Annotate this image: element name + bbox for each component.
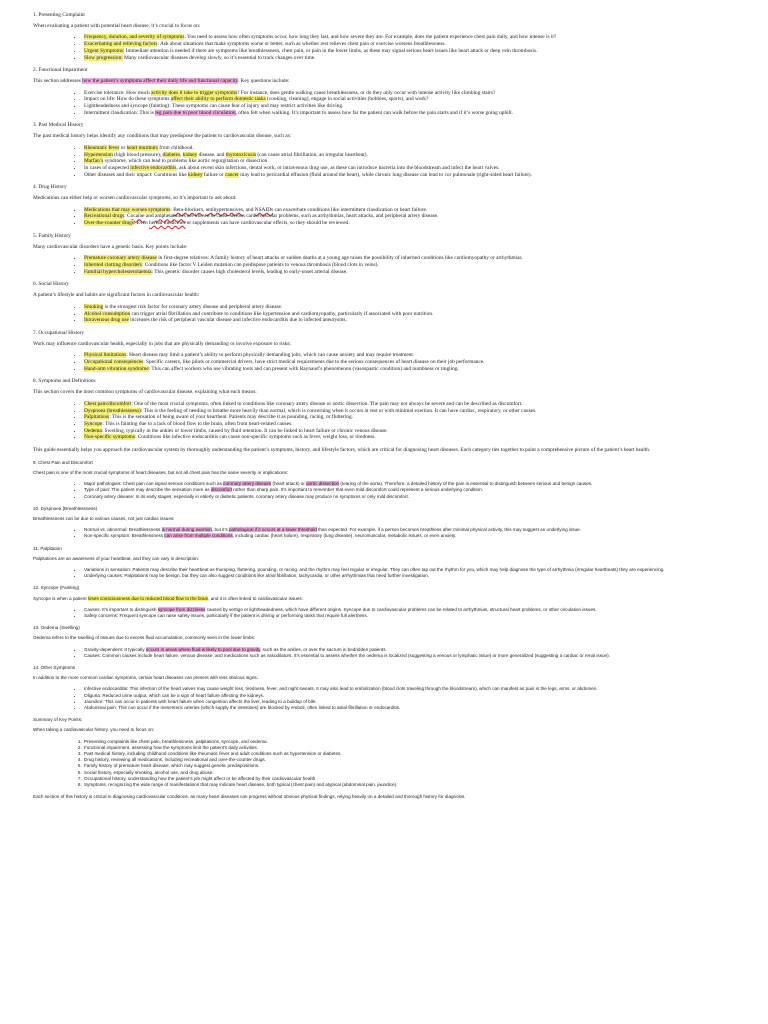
text-run: Many cardiovascular disorders have a genetic basis. Key points include: <box>33 243 188 250</box>
text-run: disease, and <box>197 151 226 158</box>
highlighted-text-yellow: Oedema <box>84 427 102 434</box>
text-run: Palpitations are an awareness of your heartbeat, and they can vary in description: <box>33 555 199 561</box>
list-item <box>83 573 728 579</box>
section-intro <box>33 675 728 681</box>
summary-intro: When taking a cardiovascular history, you need to focus on: <box>33 727 155 733</box>
text-run: (cooking, cleaning), engage in social activities (hobbies, sports), and work? <box>265 96 429 103</box>
text-run: : Ask about situations that make symptoms worse or better, such as whether rest relieves chest pain or exercise worsens breathlessness. <box>157 41 446 48</box>
list-item <box>83 158 728 165</box>
text-run: Major pathologies: Chest pain can signal serious conditions such as <box>84 481 224 487</box>
highlighted-text-yellow: Slow progression: <box>84 54 123 61</box>
summary-item: 4. Drug history, reviewing all medications, including recreational and over-the-counter drugs. <box>83 757 728 763</box>
section-heading: 2. Functional Impairment <box>33 67 88 74</box>
text-run: , and it is often linked to cardiovascular issues: <box>208 595 303 601</box>
text-run: may lead to pericardial effusion (fluid around the heart), while chronic lung disease can lead to cor pulmonale (right-sided heart failure). <box>238 171 532 178</box>
list-item <box>83 304 728 311</box>
highlighted-text-yellow: heart murmurs <box>126 144 158 151</box>
text-run: Chest pain is one of the most crucial symptoms of heart diseases, but not all chest pain has the same severity or implications: <box>33 469 289 475</box>
list-item <box>83 401 728 408</box>
bullet-list <box>33 481 728 500</box>
bullet-list <box>33 34 728 61</box>
text-run: can trigger atrial fibrillation and contribute to conditions like hypertension and cardiomyopathy, particularly if associated with poor nutrition. <box>130 310 434 317</box>
highlighted-text-pink: leg pain due to poor blood circulation <box>155 109 236 116</box>
highlighted-text-pink: can arise from multiple conditions <box>164 533 233 539</box>
underlined-text: amphetamines <box>154 213 186 220</box>
bullet-list <box>33 207 728 227</box>
highlighted-text-yellow: diabetes <box>162 151 181 158</box>
summary-item: 2. Functional impairment, assessing how the symptoms limit the patient’s daily activities. <box>83 745 728 751</box>
text-run: Infective endocarditis: This infection of the heart valves may cause weight loss, tiredness, fever, and night sweats. It may also lead to embolization (blood clots traveling through the bloodstream), which can manifest as pain in the legs, arms, or abdomen. <box>84 686 598 692</box>
list-item <box>83 317 728 324</box>
list-item <box>83 421 728 428</box>
list-item <box>83 145 728 152</box>
text-run: Safety concerns: Frequent syncope can raise safety issues, particularly if the patient is driving or performing tasks that require full alertness. <box>84 613 368 618</box>
highlighted-text-yellow: Premature coronary artery disease <box>84 255 157 262</box>
section-heading: 6. Social History <box>33 281 70 288</box>
text-run: , <box>180 151 183 158</box>
highlighted-text-yellow: Chest pain/discomfort <box>84 400 132 407</box>
text-run: Work may influence cardiovascular health, especially in jobs that are physically demanding or involve exposure to risks: <box>33 340 291 347</box>
section-intro <box>33 292 728 299</box>
highlighted-text-yellow: Urgent Symptoms: <box>84 47 125 54</box>
text-run: : This is the feeling of needing to breathe more heavily than normal, which is concerning when it occurs at rest or with minimal exertion. It can have cardiac, respiratory, or other causes. <box>140 407 537 414</box>
section-intro <box>33 516 728 522</box>
text-run: (heart attack) or <box>271 481 307 487</box>
bullet-list <box>33 401 728 441</box>
highlighted-text-yellow: Hypertension <box>84 151 113 158</box>
text-run: increases the risk of peripheral vascular disease and infective endocarditis due to infected aneurysms. <box>128 317 347 324</box>
list-item <box>83 269 728 276</box>
highlighted-text-pink: occurs in areas where fluid is likely to pool due to gravity <box>145 646 261 652</box>
text-run: , often felt when walking. It’s important to assess how far the patient can walk before the pain starts and if it’s worse going uphill. <box>235 109 513 116</box>
text-run: Causes: Common causes include heart failure, venous disease, and medications such as vasodilators. It’s essential to assess whether the oedema is localized (suggesting a venous or lymphatic issue) or more generalized (suggesting a cardiac or renal issue). <box>84 652 610 658</box>
text-run: A patient’s lifestyle and habits are significant factors in cardiovascular health: <box>33 292 200 299</box>
highlighted-text-yellow: Palpitations <box>84 414 110 421</box>
text-run: , but it’s <box>211 527 229 533</box>
text-run: : This can affect workers who use vibrating tools and can present with Raynaud’s phenomenon (vasospastic condition) and numbness or tingling. <box>148 365 459 372</box>
section-intro <box>33 244 728 251</box>
text-run: (high blood pressure), <box>112 151 163 158</box>
text-run: Abdominal pain: This can occur if the mesenteric arteries (which supply the intestines) are blocked by emboli, often linked to atrial fibrillation or endocarditis. <box>84 705 401 711</box>
highlighted-text-pink: pathological if it occurs at a lower threshold <box>228 527 317 533</box>
bullet-list <box>33 352 728 372</box>
text-run: . Key questions include: <box>237 77 290 84</box>
highlighted-text-yellow: Hand-arm vibration syndrome <box>84 365 149 372</box>
text-run: , <box>202 206 206 213</box>
text-run: Jaundice: This can occur in patients with heart failure when congestion affects the liver, leading to a buildup of bile. <box>84 698 317 704</box>
notes-part-one <box>33 12 728 454</box>
highlighted-text-yellow: Recreational drugs <box>84 213 125 220</box>
section-heading: 8. Symptoms and Definitions <box>33 378 96 385</box>
list-item <box>83 613 728 619</box>
list-item <box>83 653 728 659</box>
list-item <box>83 207 728 214</box>
bullet-list <box>33 527 728 539</box>
underlined-text: herbal medicines <box>149 220 186 227</box>
highlighted-text-yellow: Occupational consequences <box>84 359 144 366</box>
text-run: Type of pain: The patient may describe the sensation more as <box>84 487 211 493</box>
underlined-text: Cocaine <box>127 213 145 220</box>
text-run: , including cardiac (heart failure), respiratory (lung disease), neuromuscular, metabolic issues, or even anxiety. <box>232 533 457 539</box>
list-item <box>83 352 728 359</box>
section-intro <box>33 195 728 202</box>
highlighted-text-yellow: Smoking <box>84 303 104 310</box>
section-intro <box>33 23 728 30</box>
highlighted-text-pink: coronary artery disease <box>223 481 272 487</box>
highlighted-text-pink: aortic dissection <box>306 481 340 487</box>
highlighted-text-yellow: kidney <box>188 171 203 178</box>
text-run: In cases of suspected <box>84 164 131 171</box>
list-item <box>83 55 728 62</box>
text-run: : This genetic disorder causes high cholesterol levels, leading to early-onset arterial disease. <box>151 268 348 275</box>
list-item <box>83 434 728 441</box>
section-intro <box>33 78 728 85</box>
list-item <box>83 255 728 262</box>
text-run: , and <box>242 206 255 213</box>
text-run: Syncope is when a patient <box>33 595 88 601</box>
summary-item: 7. Occupational history, understanding how the patient’s job might affect or be affected by their cardiovascular health. <box>83 776 728 782</box>
text-run: : <box>170 206 174 213</box>
text-run: can exacerbate conditions like intermittent claudication or heart failure. <box>273 206 428 213</box>
text-run: This section addresses <box>33 77 83 84</box>
highlighted-text-yellow: Inherited clotting disorders <box>84 261 142 268</box>
text-run: The past medical history helps identify any conditions that may predispose the patient to cardiovascular disease, such as: <box>33 133 292 140</box>
text-run: Variations in sensation: Patients may describe their heartbeat as thumping, fluttering, pounding, or racing, and the rhythm may feel regular or irregular. They can often tap out the rhythm for you, which may help diagnose the type of arrhythmia (irregular heartbeats) they are experiencing. <box>84 566 665 572</box>
highlighted-text-yellow: Physical limitations <box>84 352 127 359</box>
highlighted-text-yellow: Dyspnoea (breathlessness) <box>84 407 141 414</box>
text-run: Non-specific symptom: Breathlessness <box>84 533 165 539</box>
list-item <box>83 494 728 500</box>
highlighted-text-pink: is normal during exertion <box>161 527 212 533</box>
text-run: Coronary artery disease: In its early stages, especially in elderly or diabetic patients, coronary artery disease may produce no symptoms or only mild discomfort. <box>84 493 410 499</box>
highlighted-text-yellow: Medications that may worsen symptoms <box>84 206 171 213</box>
highlighted-text-yellow: cancer <box>225 171 239 178</box>
text-run: Oedema refers to the swelling of tissues due to excess fluid accumulation, commonly seen in the lower limbs: <box>33 635 256 641</box>
text-run: Underlying causes: Palpitations may be benign, but they can also suggest conditions like atrial fibrillation, tachycardia, or other arrhythmias that need further investigation. <box>84 573 429 579</box>
text-run: : Heart disease may limit a patient’s ability to perform physically demanding jobs, which can cause anxiety and may require treatment. <box>126 352 415 359</box>
highlighted-text-yellow: activity does it take to trigger symptoms <box>151 89 238 96</box>
text-run: Oliguria: Reduced urine output, which can be a sign of heart failure affecting the kidneys. <box>84 692 265 698</box>
summary-item: 3. Past medical history, including childhood conditions like rheumatic fever and adult conditions such as hypertension or diabetes. <box>83 751 728 757</box>
text-run: syndrome, which can lead to problems like aortic regurgitation or dissection. <box>103 158 269 165</box>
section-heading: 3. Past Medical History <box>33 122 84 129</box>
list-item <box>83 262 728 269</box>
text-run: or supplements can have cardiovascular effects, so they should be reviewed. <box>185 220 350 227</box>
text-run: and <box>144 213 155 220</box>
section-intro <box>33 389 728 396</box>
text-run: than expected. For example, if a person becomes breathless after minimal physical activity, this may suggest an underlying issue. <box>316 527 581 533</box>
section-heading: 5. Family History <box>33 232 71 239</box>
highlighted-text-yellow: Intravenous drug use <box>84 317 129 324</box>
text-run: ? For instance, does gentle walking cause breathlessness, or do they only occur with intense activity like climbing stairs? <box>237 89 496 96</box>
closing-paragraph: This guide essentially helps you approach the cardiovascular system by thoroughly understanding the patient’s symptoms, history, and lifestyle factors, which are critical for diagnosing heart diseases. Each category ties together to paint a comprehensive picture of the patient’s heart health. <box>33 447 651 454</box>
text-run: When evaluating a patient with potential heart disease, it’s crucial to focus on: <box>33 22 201 29</box>
text-run: in first-degree relatives: A family history of heart attacks or sudden deaths at a young age raises the possibility of inherited conditions like cardiomyopathy or arrhythmias. <box>156 255 523 262</box>
section-intro <box>33 133 728 140</box>
text-run: Exercise tolerance: How much <box>84 89 152 96</box>
text-run: Medications can either help or worsen cardiovascular symptoms, so it’s important to ask about: <box>33 195 237 202</box>
summary-list <box>33 739 728 789</box>
text-run: : Conditions like infective endocarditis can cause non-specific symptoms such as fever, weight loss, or tiredness. <box>134 434 376 441</box>
text-run: Breathlessness can be due to various causes, not just cardiac issues: <box>33 515 175 521</box>
highlighted-text-yellow: kidney <box>182 151 198 158</box>
highlighted-text-yellow: Marfan’s <box>84 158 104 165</box>
text-run: : You need to assess how often symptoms occur, how long they last, and how severe they are. For example, does the patient experience chest pain daily, and how intense is it? <box>184 34 557 41</box>
bullet-list <box>33 255 728 275</box>
text-run: Many cardiovascular diseases develop slowly, so it’s essential to track changes over time. <box>122 54 316 61</box>
list-item <box>83 359 728 366</box>
highlighted-text-yellow: Non-specific symptoms <box>84 434 135 441</box>
section-intro <box>33 635 728 641</box>
text-run: Normal vs. abnormal: Breathlessness <box>84 527 162 533</box>
section-heading: 4. Drug History <box>33 184 67 191</box>
text-run: Causes: It’s important to distinguish <box>84 606 158 612</box>
section-intro <box>33 556 728 562</box>
section-heading: 10. Dyspnoea (Breathlessness) <box>33 505 98 511</box>
text-run: : <box>124 213 128 220</box>
text-run: failure or <box>202 171 225 178</box>
list-item <box>83 165 728 172</box>
highlighted-text-pink: how the patient’s symptoms affect their daily life and functional capacity <box>82 77 238 84</box>
text-run: This section covers the most common symptoms of cardiovascular disease, explaining what each means: <box>33 389 257 396</box>
bullet-list <box>33 304 728 324</box>
text-run: are known to cause serious cardiovascular problems, such as arrhythmias, heart attacks, and peripheral artery disease. <box>185 213 439 220</box>
section-intro <box>33 470 728 476</box>
highlighted-text-yellow: Familial hypercholesterolaemia <box>84 268 152 275</box>
list-item <box>83 110 728 117</box>
highlighted-text-pink: discomfort <box>210 487 233 493</box>
text-run: is the strongest risk factor for coronary artery disease and peripheral artery disease. <box>103 303 283 310</box>
highlighted-text-yellow: infective endocarditis <box>130 164 177 171</box>
summary-item: 5. Family history of premature heart disease, which may suggest genetic predispositions. <box>83 763 728 769</box>
list-item <box>83 48 728 55</box>
text-run: Other diseases and their impact: Conditions like <box>84 171 189 178</box>
text-run: rather than sharp pain. It’s important to remember that even mild discomfort could represent a serious underlying condition. <box>232 487 483 493</box>
underlined-text: NSAIDs <box>254 206 274 213</box>
text-run: , such as the ankles, or over the sacrum in bedridden patients. <box>260 646 387 652</box>
list-item <box>83 172 728 179</box>
text-run: Impact on life: How do these symptoms <box>84 96 171 103</box>
text-run: Immediate attention is needed if there are symptoms like breathlessness, chest pain, or pain in the lower limbs, as these may signal serious heart issues like heart attack or deep vein thrombosis. <box>124 47 538 54</box>
text-run: or <box>119 144 127 151</box>
summary-item: 1. Presenting complaints like chest pain, breathlessness, palpitations, syncope, and oedema. <box>83 739 728 745</box>
highlighted-text-yellow: thyrotoxicosis <box>225 151 257 158</box>
bullet-list <box>33 90 728 117</box>
section-heading: 7. Occupational History <box>33 329 85 336</box>
text-run: : Even <box>133 220 150 227</box>
highlighted-text-yellow: Syncope <box>84 420 103 427</box>
bullet-list <box>33 686 728 711</box>
highlighted-text-yellow: affect their ability to perform domestic tasks <box>170 96 266 103</box>
section-heading: 12. Syncope (Fainting) <box>33 585 80 591</box>
text-run: from childhood. <box>157 144 194 151</box>
text-run: : This is fainting due to a lack of blood flow to the brain, often from heart-related causes. <box>102 420 293 427</box>
highlighted-text-pink: syncope from dizziness <box>157 606 206 612</box>
section-intro <box>33 596 728 602</box>
bullet-list <box>33 145 728 179</box>
highlighted-text-yellow: Over-the-counter drugs <box>84 220 134 227</box>
highlighted-text-yellow: Alcohol consumption <box>84 310 131 317</box>
text-run: : Specific careers, like pilots or commercial drivers, have strict medical requirements due to the serious consequences of heart disease on their job performance. <box>143 359 485 366</box>
summary-item: 8. Symptoms, recognizing the wide range of manifestations that may indicate heart disease, both typical (chest pain) and atypical (abdominal pain, jaundice). <box>83 782 728 788</box>
bullet-list <box>33 567 728 579</box>
summary-item: 6. Social history, especially smoking, alcohol use, and drug abuse. <box>83 770 728 776</box>
section-intro <box>33 341 728 348</box>
text-run: (tearing of the aorta). Therefore, a detailed history of the pain is essential to distinguish between serious and benign causes. <box>339 481 593 487</box>
text-run: : Conditions like factor V Leiden mutation can predispose patients to venous thrombosis (blood clots in veins). <box>141 261 379 268</box>
bullet-list <box>33 607 728 619</box>
underlined-text: Beta-blockers <box>173 206 203 213</box>
list-item <box>83 41 728 48</box>
underlined-text: antihypertensives <box>205 206 243 213</box>
list-item <box>83 705 728 711</box>
highlighted-text-yellow: Rheumatic fever <box>84 144 120 151</box>
list-item <box>83 366 728 373</box>
closing-paragraph: Each section of this history is critical in diagnosing cardiovascular conditions, as many heart diseases can progress without obvious physical findings, relying heavily on a detailed and thorough history for diagnosis. <box>33 794 466 800</box>
highlighted-text-yellow: loses consciousness due to reduced blood flow to the brain <box>87 595 209 601</box>
text-run: Gravity-dependent: It typically <box>84 646 146 652</box>
text-run: Intermittent claudication: This is <box>84 109 156 116</box>
summary-heading: Summary of Key Points: <box>33 717 83 723</box>
highlighted-text-yellow: Exacerbating and relieving factors <box>84 41 158 48</box>
text-run: : Swelling, typically in the ankles or lower limbs, caused by fluid retention. It can be linked to heart failure or chronic venous disease. <box>101 427 388 434</box>
section-heading: 1. Presenting Complaint <box>33 12 85 18</box>
text-run: , ask about recent skin infections, dental work, or intravenous drug use, as these can introduce bacteria into the bloodstream and infect the heart valves. <box>176 164 500 171</box>
text-run: In addition to the more common cardiac symptoms, certain heart diseases can present with less obvious signs: <box>33 675 258 681</box>
text-run: (can cause atrial fibrillation, an irregular heartbeat). <box>256 151 368 158</box>
text-run: caused by vertigo or lightheadedness, which have different origins. Syncope due to cardiovascular problems can be related to arrhythmias, structural heart problems, or other circulation issues. <box>205 606 597 612</box>
list-item <box>83 533 728 539</box>
notes-part-two <box>33 460 728 801</box>
highlighted-text-yellow: Frequency, duration, and severity of symptoms <box>84 34 185 41</box>
text-run: Lightheadedness and syncope (fainting): These symptoms can cause fear of injury and may restrict activities like driving. <box>84 103 344 110</box>
text-run: : One of the most crucial symptoms, often linked to conditions like coronary artery disease or aortic dissection. The pain may not always be severe and can be described as discomfort. <box>131 400 523 407</box>
bullet-list <box>33 647 728 659</box>
list-item <box>83 220 728 227</box>
list-item <box>83 103 728 110</box>
section-heading: 11. Palpitation <box>33 545 62 551</box>
list-item <box>83 414 728 421</box>
section-heading: 13. Oedema (Swelling) <box>33 625 80 631</box>
text-run: : This is the sensation of being aware of your heartbeat. Patients may describe it as pounding, racing, or fluttering. <box>109 414 353 421</box>
section-heading: 9. Chest Pain and Discomfort <box>33 459 93 465</box>
section-heading: 14. Other Symptoms <box>33 665 76 671</box>
